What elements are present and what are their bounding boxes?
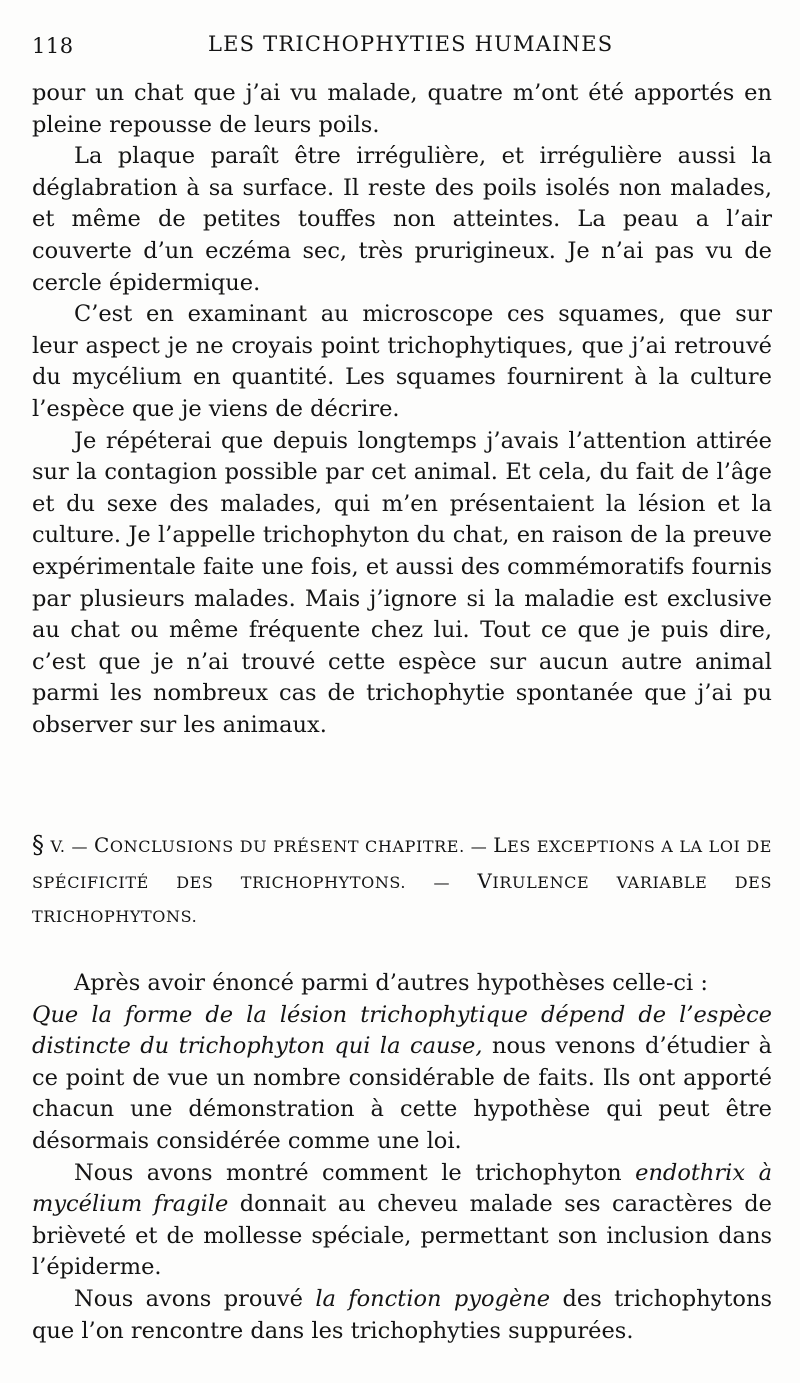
italic-term: endothrix à mycélium fragile bbox=[32, 1159, 772, 1218]
heading-dash: — bbox=[433, 873, 451, 892]
section-symbol: § bbox=[32, 831, 45, 859]
heading-initial: V bbox=[477, 869, 493, 893]
running-title: LES TRICHOPHYTIES HUMAINES bbox=[208, 32, 614, 56]
heading-dash: — bbox=[71, 837, 89, 856]
paragraph-text: Nous avons prouvé bbox=[74, 1285, 316, 1312]
text-block-bottom bbox=[32, 968, 772, 1347]
paragraph-text: Nous avons montré comment le trichophyton bbox=[74, 1159, 636, 1186]
paragraph: La plaque paraît être irrégulière, et irrégulière aussi la déglabration à sa surface. Il reste des poils isolés non malades, et même de petites touffes non atteintes. La peau a l’air couverte d’un eczéma sec, très prurigineux. Je n’ai pas vu de cercle épidermique. bbox=[32, 143, 772, 296]
heading-initial: L bbox=[493, 833, 508, 857]
heading-part-3: IRULENCE VARIABLE DES TRICHOPHYTONS. bbox=[32, 873, 773, 926]
paragraph: Après avoir énoncé parmi d’autres hypothèses celle-ci : bbox=[74, 970, 708, 996]
paragraph: Je répéterai que depuis longtemps j’avais l’attention attirée sur la contagion possible par cet animal. Et cela, du fait de l’âge et du sexe des malades, qui m’en présentaient la lésion et la culture. Je l’appelle trichophyton du chat, en raison de la preuve expérimentale faite une fois, et aussi des commémoratifs fournis par plusieurs malades. Mais j’ignore si la maladie est exclusive au chat ou même fréquente chez lui. Tout ce que je puis dire, c’est que je n’ai trouvé cette espèce sur aucun autre animal parmi les nombreux cas de trichophytie spontanée que j’ai pu observer sur les animaux. bbox=[32, 427, 772, 738]
heading-part-1: ONCLUSIONS DU PRÉSENT CHAPITRE. bbox=[109, 837, 465, 856]
italic-hypothesis: Que la forme de la lésion trichophytique dépend de l’espèce distincte du trichophyton qui la cause, bbox=[32, 1001, 772, 1060]
heading-dash: — bbox=[470, 837, 488, 856]
paragraph: C’est en examinant au microscope ces squames, que sur leur aspect je ne croyais point trichophytiques, que j’ai retrouvé du mycélium en quantité. Les squames fournirent à la culture l’espèce que je viens de décrire. bbox=[32, 301, 772, 422]
paragraph bbox=[32, 1158, 772, 1284]
text-block-top bbox=[32, 78, 772, 741]
paragraph-text: nous venons d’étudier à ce point de vue un nombre considérable de faits. Ils ont apporté chacun une démonstration à cette hypothèse qui peut être désormais considérée comme une loi. bbox=[32, 1033, 772, 1154]
paragraph-continued: pour un chat que j’ai vu malade, quatre m’ont été apportés en pleine repousse de leurs poils. bbox=[32, 80, 772, 138]
page-number: 118 bbox=[32, 34, 74, 58]
section-heading bbox=[32, 828, 772, 934]
italic-term: la fonction pyogène bbox=[315, 1285, 551, 1312]
heading-part-2: ES EXCEPTIONS A LA LOI DE SPÉCIFICITÉ DES TRICHOPHYTONS. bbox=[32, 837, 773, 892]
paragraph-text: des trichophytons que l’on rencontre dans les trichophyties suppurées. bbox=[32, 1285, 772, 1344]
section-number: V. bbox=[50, 837, 66, 856]
heading-initial: C bbox=[93, 833, 110, 857]
paragraph-text: donnait au cheveu malade ses caractères de brièveté et de mollesse spéciale, permettant son inclusion dans l’épiderme. bbox=[32, 1191, 772, 1281]
paragraph bbox=[32, 1284, 772, 1347]
page-header bbox=[32, 28, 772, 62]
paragraph bbox=[32, 1000, 772, 1158]
